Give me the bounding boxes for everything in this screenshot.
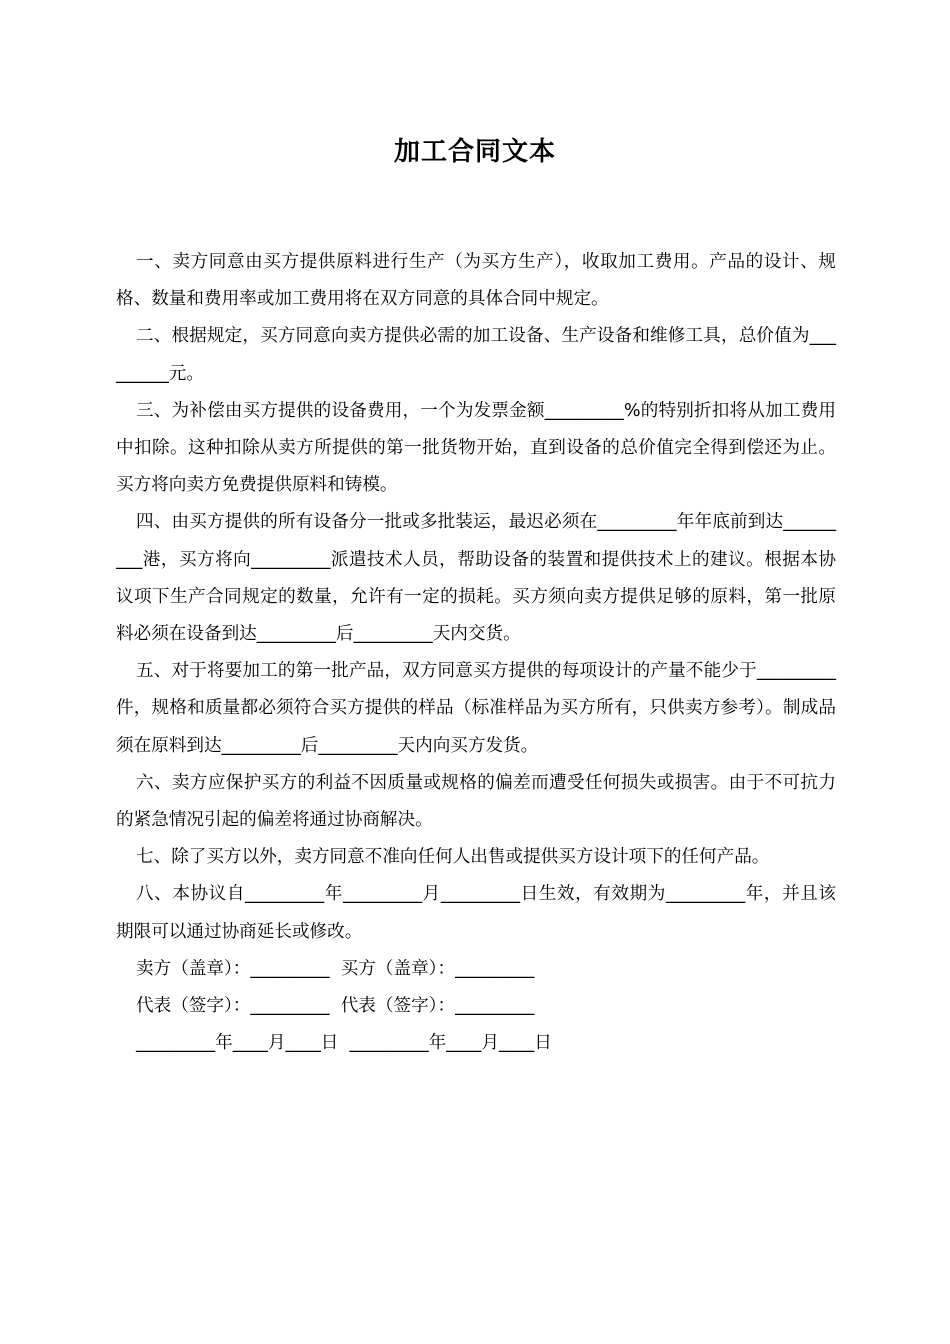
clause-5: 五、对于将要加工的第一批产品，双方同意买方提供的每项设计的产量不能少于_________件，规格和质量都必须符合买方提供的样品（标准样品为买方所有，只供卖方参考）。制成品须在原料到达_________后_________天内向买方发货。	[116, 661, 836, 756]
clause-4: 四、由买方提供的所有设备分一批或多批装运，最迟必须在_________年年底前到达_________港，买方将向_________派遣技术人员，帮助设备的装置和提供技术上的建议。根据本协议项下生产合同规定的数量，允许有一定的损耗。买方须向卖方提供足够的原料，第一批原料必须在设备到达_________后_________天内交货。	[116, 512, 836, 645]
page-title: 加工合同文本	[393, 137, 556, 167]
clause-1: 一、卖方同意由买方提供原料进行生产（为买方生产），收取加工费用。产品的设计、规格、数量和费用率或加工费用将在双方同意的具体合同中规定。	[116, 252, 836, 310]
clause-7: 七、除了买方以外，卖方同意不准向任何人出售或提供买方设计项下的任何产品。	[136, 847, 770, 868]
signature-seal-line: 卖方（盖章）：_________ 买方（盖章）：_________	[136, 958, 535, 979]
signature-date-line: _________年____月____日 _________年____月____日	[136, 1033, 552, 1054]
clause-8: 八、本协议自_________年_________月_________日生效，有效期为_________年，并且该期限可以通过协商延长或修改。	[116, 884, 836, 942]
contract-body	[116, 244, 836, 1062]
clause-6: 六、卖方应保护买方的利益不因质量或规格的偏差而遭受任何损失或损害。由于不可抗力的紧急情况引起的偏差将通过协商解决。	[116, 772, 836, 831]
signature-representative-line: 代表（签字）：_________ 代表（签字）：_________	[136, 996, 535, 1017]
clause-2: 二、根据规定，买方同意向卖方提供必需的加工设备、生产设备和维修工具，总价值为_________元。	[116, 326, 836, 384]
clause-3: 三、为补偿由买方提供的设备费用，一个为发票金额_________%的特别折扣将从加工费用中扣除。这种扣除从卖方所提供的第一批货物开始，直到设备的总价值完全得到偿还为止。买方将向卖方免费提供原料和铸模。	[116, 400, 836, 496]
